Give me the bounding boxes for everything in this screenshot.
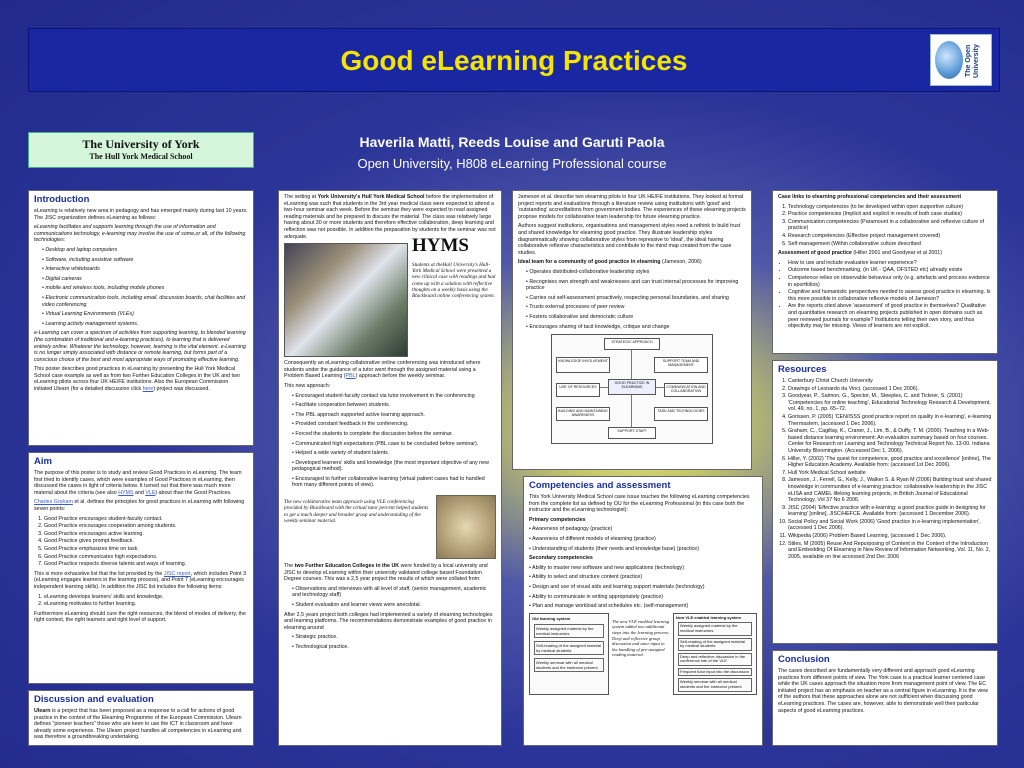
list-item: • Digital cameras [42, 275, 82, 282]
list-item: • Are the reports cited above 'assessment' of good practice in themselves? Qualitative and quantitative research on elearning projects published in open domains such as peer reviewed journals for example? Institutions telling their own story, and thus objectivity may be missing. Views of learners are not explicit. [788, 303, 992, 329]
aim-heading: Aim [34, 456, 52, 467]
list-item[interactable]: 10. Social Policy and Social Work (2006) 'Good practice in e-learning implementation', (accessed 1 Dec 2006). [788, 519, 992, 532]
list-item: • Cognitive and humanistic perspectives needed to assess good practice in elearning. Is this more possible in collaborative reflexive models of Jameson? [788, 289, 992, 302]
list-item[interactable]: 9. JISC (2004) 'Effective practice with e-learning: a good practice guide in designing for learning' [online], JISC/HEFCE. Available from: (accessed 1 December 2006). [788, 505, 992, 518]
mind-map-node: SUPPORT STAFF [608, 427, 656, 439]
globe-icon [935, 41, 963, 79]
aim-paragraph-1: The purpose of this poster is to study and review Good Practices in eLearning. The team first tried to identify cases, which were examples of Good Practices in eLearning, then discussed the cases in light of criteria below. It turned out that there was much more material about the criteria (see also HYMS and VLE) about than the Good Practices. [34, 470, 242, 496]
list-item: 5. Good Practice emphasizes time on task. [44, 546, 248, 553]
mind-map-node: SUPPORT TEAM AND MANAGEMENT [654, 357, 708, 373]
mind-map-node: USE OF RESOURCES [556, 383, 600, 397]
ideal-team-list [518, 269, 746, 330]
mind-map-diagram [551, 334, 713, 444]
introduction-heading: Introduction [34, 194, 90, 205]
photo-caption: Students at theHull University's Hull-York Medical School were presented a new clinical case with readings and had come up with a solution with reflective thoughts on a weekly basis using the Blackboard online conferencing system. [412, 261, 496, 300]
mind-map-node: STRATEGIC APPROACH [604, 338, 660, 350]
mind-map-node: TASK AND TECHNOLOGIES [654, 407, 708, 421]
jisc-report-link[interactable]: JISC report [163, 570, 191, 577]
process-step: Self-reading of the assigned material by medical students [678, 638, 752, 651]
list-item: • Virtual Learning Environments (VLEs) [42, 311, 134, 318]
discussion-heading: Discussion and evaluation [34, 694, 154, 705]
discussion-panel [28, 690, 254, 746]
collation-list [284, 586, 496, 609]
primary-heading: Primary competencies [529, 516, 586, 523]
list-item: 8. Jameson, J., Ferrell, G., Kelly, J., Walker S. & Ryan M (2006) Building trust and shared knowledge in communities of e-learning practice: collaborative leadership in the JISC eLISA and CAMEL lifelong learning projects, in British Journal of Educational Technology, Vol 37 No 6 2006. [788, 477, 992, 503]
list-item[interactable]: 7. Hull York Medical School website [788, 470, 992, 477]
hyms-paragraph-4: The two Further Education Colleges in the UK were funded by a local university and JISC to develop eLearning within their university validated college based Foundation Degree courses. This was a 2,5 year project the results of which were collated from: [284, 563, 488, 583]
assessment-heading: Assessment of good practice (Hiller 2001 and Goodyear et al 2001) [778, 250, 943, 257]
introduction-panel [28, 190, 254, 446]
list-item: • mobile and wireless tools, including mobile phones [42, 285, 165, 292]
list-item: • Trusts external processes of peer review [526, 304, 625, 311]
list-item: • Ability to master new software and new applications (technology) [529, 564, 684, 571]
list-item: • Competence relies on observable behaviour only (e.g. artefacts and process evidence in eportfolios) [788, 275, 992, 288]
mind-map-node: KNOWLEDGE INVOLVEMENT [556, 357, 610, 373]
resources-heading: Resources [778, 364, 827, 375]
title-banner [28, 28, 1000, 92]
resources-panel [772, 360, 998, 644]
aim-paragraph-4: Furthermore eLearning should cure the right resources, the blend of modes of delivery, the right context, the right learners and right level of support. [34, 610, 246, 624]
vle-caption: The new collaborative team approach using VLE conferencing provided by Blackboard with the virtual tutor percent helped students to get a much deeper and broader grasp and understanding of the weekly seminar material. [284, 499, 429, 524]
list-item: • Encourages sharing of tacit knowledge, critique and change [526, 323, 670, 330]
list-item: 5. Self-management (Within collaborative culture described [788, 241, 992, 248]
list-item: • Encouraged student-faculty contact via tutor involvement in the conferencing [292, 392, 475, 399]
process-step: Self-reading of the assigned material by medical students [534, 641, 604, 655]
intro-paragraph-4: This poster describes good practices in eLearning by presenting the Hull York Medical School case example as well as from two Further Education Colleges in the UK and two eLearning pilots across four UK HE/FE institutions. Also the European Commission initiated Ulearn (for a detailed discussion click here) project was discussed. [34, 366, 240, 393]
list-item[interactable]: 1. Canterbury Christ Church University [788, 378, 992, 385]
mind-map-node: COMMUNICATION AND COLLABORATION [664, 383, 708, 397]
logo-text: The Open University [965, 44, 980, 78]
list-item: 3. Good Practice encourages active learning. [44, 531, 248, 538]
practice-list [284, 634, 496, 650]
system-caption: The new VLE enabled learning system added two additional steps into the learning process: Deep and reflective group discussion and tutor input in the handling of pre-assigned reading material. [612, 618, 670, 658]
jameson-paragraph-2: Authors suggest institutions, organisations and management styles need a rethink to build trust and shared knowledge for elearning good practice. They illustrate leadership styles diagrammatically showing collaborative styles from repressive to 'ideal', the ideal having collaborative reflexive characteristics and contribute to the mind map created from the case studies. [518, 223, 741, 256]
list-item: 1. eLearning develops learners' skills and knowledge. [44, 594, 248, 601]
list-item: • Desktop and laptop computers [42, 246, 118, 253]
jisc-list [34, 594, 248, 608]
list-item: • Ability to communicate in writing appropriately (practice) [529, 593, 664, 600]
list-item: 7. Good Practice respects diverse talents and ways of learning. [44, 561, 248, 568]
list-item: • Software, including assistive software [42, 256, 134, 263]
new-system-title: New VLE enabled learning system [676, 614, 741, 620]
aim-paragraph-3: This is more exhaustive list that the list provided by the JISC report, which includes Point 3 (eLearning engages learners in the learning process), and Point 7 (eLearning encourages independent learning skills). In addition the JISC list includes the following items: [34, 570, 247, 590]
intro-paragraph-2: eLearning facilitates and supports learning through the use of information and communications technology, e-learning may involve the use of some,or all, of the following technologies: [34, 224, 246, 244]
list-item: • Awareness of pedagogy (practice) [529, 526, 613, 533]
competencies-heading: Competencies and assessment [529, 480, 671, 491]
hyms-side [412, 235, 496, 357]
list-item: • Developed learners' skills and knowledge (the most important objective of any new pedagogical method). [292, 459, 489, 473]
list-item: 3. Goodyear, P., Salmon, G., Spector, M., Steeples, C. and Tickner, S. (2001) 'Competencies for online teaching', Educational Technology Research & Development, vol. 49, no. 1, pp. 65–72. [788, 393, 992, 413]
list-item: • Forced the students to complete the discussion before the seminar. [292, 430, 453, 437]
list-item[interactable]: 12. Stiles, M (2005) Reuse And Repurposing of Content in the Context of the Introduction and Embedding Of Elearning in New Review of Information Networking, Vol. 11, No. 2, 2005, available on line accessed 2nd Dec 2006 [788, 541, 992, 561]
authors-block [300, 134, 724, 171]
conclusion-text: The cases described are fundamentally very different and approach good eLearning practices from different points of view. The York case is a practical learner centered case while the UK cases approach the situation more from management point of view. The EC initiated project has an emphasis on teacher as a central figure in eLearning. It is the view of the authors that these approaches alone are not sufficient when discussing good eLearning practices. The cases are, however, able to demonstrate well their particular aspects of good eLearning practices. [778, 668, 988, 714]
list-item: • Helped a wide variety of student talents. [292, 450, 390, 457]
course-name: Open University, H808 eLearning Professional course [357, 156, 667, 171]
list-item: 4. Research competencies (Effective project management covered) [788, 233, 992, 240]
list-item: • Carries out self-assessment proactively, respecting personal boundaries, and sharing [526, 294, 729, 301]
university-logo-box [28, 132, 254, 168]
school-name: The Hull York Medical School [89, 152, 193, 161]
list-item: 1. Good Practice encourages student-faculty contact. [44, 516, 248, 523]
author-names: Haverila Matti, Reeds Louise and Garuti Paola [359, 134, 665, 150]
list-item: • Electronic communication tools, including email, discussion boards, chat facilities and video conferencing [42, 294, 246, 308]
list-item: • Operates distributed-collaborative leadership styles [526, 268, 650, 275]
students-photo [284, 243, 408, 357]
list-item: • Understanding of students (their needs and knowledge base) (practice) [529, 545, 699, 552]
list-item: 2. Practice competencies (Implicit and explicit in results of both case studies) [788, 211, 992, 218]
list-item: 3. Communication competencies (Paramount in a collaborative and reflexive culture of practice) [788, 219, 992, 232]
hyms-media-row [284, 235, 496, 357]
open-university-logo [930, 34, 992, 86]
list-item: • Learning activity management systems. [42, 320, 139, 327]
list-item[interactable]: 4. Gorissen, P. (2005) 'CEN/ISSS good practice report on quality in e-learning', e-learning Thermastem, (accessed 1 Dec 2006). [788, 414, 992, 427]
list-item: • Observations and interviews with all level of staff, (senior management, academic and technology staff) [292, 585, 487, 599]
list-item: • Interactive whiteboards [42, 266, 100, 273]
secondary-heading: Secondary competencies [529, 555, 593, 562]
new-system-box [673, 613, 757, 695]
list-item: 2. eLearning motivates to further learning. [44, 601, 248, 608]
list-item: • How to use and include evaluative learner experience? [788, 260, 992, 267]
assessment-panel [772, 190, 998, 354]
list-item: • Ability to select and structure content (practice) [529, 574, 643, 581]
hyms-paragraph-2: Consequently an eLearning collaborative online conferencing was introduced where students under the guidance of a tutor went through the assigned material using a Problem Based Learning (PBL) approach before the weekly seminar. [284, 360, 481, 380]
technology-list [34, 247, 248, 327]
vitruvian-row [284, 495, 496, 559]
hyms-paragraph-3: This new approach: [284, 382, 331, 389]
case-links-heading: Case links to elearning professional competencies and their assessment [778, 194, 962, 200]
list-item: • Outcome based benchmarking, (in UK - QAA, OFSTED etc) already exists [788, 267, 992, 274]
list-item: • Plan and manage workload and schedules etc. (self-management) [529, 603, 689, 610]
learning-system-diagram [529, 613, 757, 695]
process-step: Weekly seminar with all medical students and the instructor present [534, 658, 604, 672]
list-item: 1. Technology competencies (to be developed within open supportive culture) [788, 204, 992, 211]
hyms-logo: HYMS [412, 235, 469, 257]
list-item[interactable]: 2. Drawings of Leonardo da Vinci, (accessed 1 Dec 2006). [788, 386, 992, 393]
approach-list [284, 393, 496, 490]
list-item: • Provided constant feedback in the conferencing. [292, 421, 409, 428]
list-item: • Fosters collaborative and democratic culture [526, 313, 634, 320]
discussion-text: Ulearn is a project that has been proposed as a response to a call for actions of good practice in the context of the Elearning Programme of the European Commission. Ulearn defines "pioneer teachers" those who are keen to use the ICT in classroom and have already some experience. The Ulearn project handles all competencies in eLearning and was therefore a groundbreaking undertaking. [34, 708, 242, 741]
charles-graham-link[interactable]: Charles Graham [34, 499, 73, 506]
list-item: 4. Good Practice gives prompt feedback. [44, 538, 248, 545]
old-system-box [529, 613, 609, 695]
hyms-link[interactable]: HYMS [118, 489, 134, 496]
hyms-panel [278, 190, 502, 746]
vle-link[interactable]: VLE [145, 489, 156, 496]
university-name: The University of York [82, 137, 200, 151]
pbl-link[interactable]: PBL [345, 373, 356, 380]
list-item[interactable]: 6. Hiller, Y. (2002) 'The quest for competence, good practice and excellence' [online], The Higher Education Academy. Available from: (accessed 1st Dec 2006). [788, 456, 992, 469]
aim-paragraph-2: Charles Graham et al. defines the principles for good practices in eLearning with following seven points: [34, 499, 245, 512]
intro-paragraph-1: eLearning is relatively new area in pedagogy and has emerged mainly during last 10 years. The JISC organization defines eLearning as follows: [34, 208, 248, 221]
principles-list [34, 516, 248, 568]
process-step: Weekly seminar with all medical students and the instructor present [678, 678, 752, 691]
aim-panel [28, 452, 254, 684]
here-link[interactable]: here [142, 386, 154, 393]
jameson-panel [512, 190, 752, 470]
list-item: • Communicated high expectations (PBL case to be concluded before seminar). [292, 440, 479, 447]
list-item[interactable]: 5. Graham, C., Cagiltay, K., Craner, J., Lim, B., & Duffy, T. M. (2000). Teaching in a Web-based distance learning environment: An evaluation summary based on four courses. Center for Research on Learning and Technology Technical Report No. 13-00. Indiana University Bloomington. (Accessed Dec 1, 2006). [788, 428, 992, 454]
list-item: • Student evaluation and learner views were anecdotal. [292, 602, 422, 609]
ideal-team-title: Ideal team for a community of good practice in elearning (Jameson, 2006) [518, 259, 702, 266]
assessment-list [778, 260, 992, 330]
list-item: 2. Good Practice encourages cooperation among students. [44, 523, 248, 530]
list-item: 6. Good Practice communicates high expectations. [44, 554, 248, 561]
list-item: • The PBL approach supported active learning approach. [292, 411, 425, 418]
process-step: Frequent tutor input into the discussion [678, 668, 752, 677]
process-step: Deep and reflective discussion in the conference site of the VLE [678, 653, 752, 666]
list-item: • Encouraged to further collaborative learning (virtual patient cases had to handled from many different points of view). [292, 475, 485, 489]
process-step: Weekly assigned material by the medical instructors [534, 624, 604, 638]
conclusion-heading: Conclusion [778, 654, 830, 665]
list-item: • Facilitate cooperation between students. [292, 402, 391, 409]
list-item: • Design and use of visual aids and learning support materials (technology) [529, 583, 705, 590]
poster-title: Good eLearning Practices [340, 45, 688, 76]
competencies-panel [523, 476, 763, 746]
competency-list [778, 204, 992, 248]
mind-map-node: BUILDING AND MAINTAINING AWARENESS [556, 407, 610, 421]
list-item: • Awareness of different models of elearning (practice) [529, 535, 656, 542]
list-item: • Recognises own strength and weaknesses and can trust internal processes for improving practice [526, 278, 739, 292]
list-item[interactable]: 11. Wikipedia (2006) Problem Based Learning, (accessed 1 Dec 2006). [788, 533, 992, 540]
process-step: Weekly assigned material by the medical instructors [678, 622, 752, 635]
list-item: • Strategic practice. [292, 634, 338, 641]
list-item: • Technological practice. [292, 644, 349, 650]
competencies-intro: This York University Medical School case issue touches the following eLearning competencies from the complete list as defined by OU for the eLearning Professional (in this case both the instructor and the eLearning technologist): [529, 494, 750, 514]
hyms-paragraph-1: The setting at York University's Hull York Medical School before the implementation of eLearning was such that students in the 3rd year medical class were expected to attend a two-hour seminar each week. Before the seminar they were expected to read assigned reading materials and be prepared to discuss the material. The class was relatively large having about 30 or more students and therefore effective collaboration, deep learning and reflection was not possible. In addition the preparation by students for the seminar was not adequate. [284, 194, 496, 240]
old-system-title: Old learning system [532, 615, 571, 621]
conclusion-panel [772, 650, 998, 746]
mind-map-center: GOOD PRACTICE IN ELEARNING [608, 379, 656, 395]
resources-list [778, 378, 992, 560]
hyms-paragraph-5: After 2,5 years project both colleges had implemented a variety of elearning technologies and learning platforms. The recommendations demonstrate examples of good practice in elearning around [284, 611, 493, 631]
intro-paragraph-3: e-Learning can cover a spectrum of activities from supporting learning, to blended learning (the combination of traditional and e-learning practices), to learning that is delivered entirely online. Whatever the technology, however, learning is the vital element. e-Learning is no longer simply associated with distance or remote learning, but forms part of a conscious choice of the best and most appropriate ways of promoting effective learning. [34, 330, 246, 363]
vitruvian-man-image [436, 495, 496, 559]
jameson-paragraph-1: Jameson et al. describe two elearning pilots in four UK HE/FE institutions. They looked at formal project reports and evaluations through a literature review using institutions with 'good' and 'outstanding' accreditations from government bodies. The experiences of these elearning projects propose models for collaborative team leadership for future elearning practice. [518, 194, 746, 220]
